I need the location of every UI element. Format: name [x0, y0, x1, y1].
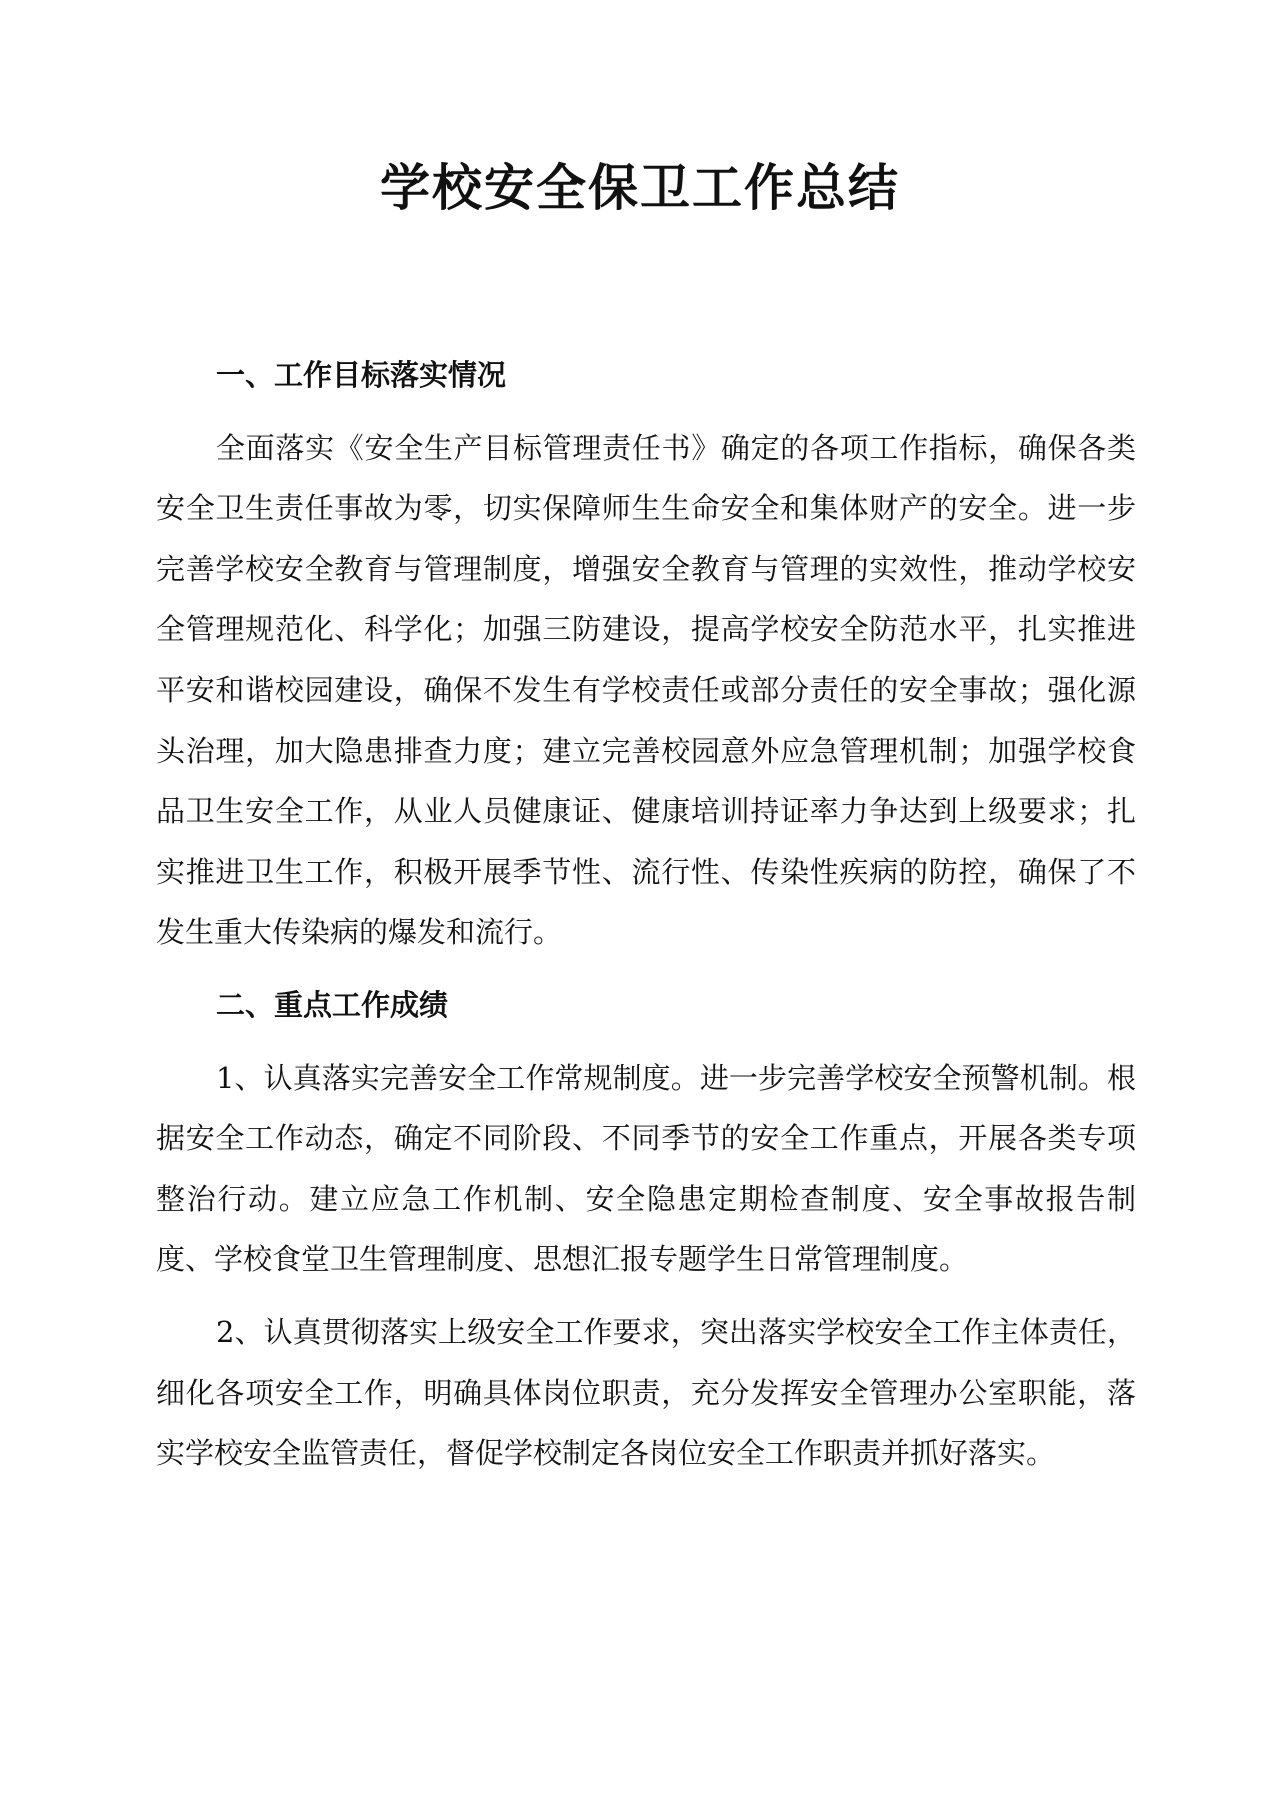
page-title: 学校安全保卫工作总结 [380, 159, 900, 217]
paragraph-achievement-2: 2、认真贯彻落实上级安全工作要求，突出落实学校安全工作主体责任，细化各项安全工作，明确具体岗位职责，充分发挥安全管理办公室职能，落实学校安全监管责任，督促学校制定各岗位安全工作职责并抓好落实。 [156, 1314, 1136, 1471]
paragraph-goals: 全面落实《安全生产目标管理责任书》确定的各项工作指标，确保各类安全卫生责任事故为零，切实保障师生生命安全和集体财产的安全。进一步完善学校安全教育与管理制度，增强安全教育与管理的实效性，推动学校安全管理规范化、科学化；加强三防建设，提高学校安全防范水平，扎实推进平安和谐校园建设，确保不发生有学校责任或部分责任的安全事故；强化源头治理，加大隐患排查力度；建立完善校园意外应急管理机制；加强学校食品卫生安全工作，从业人员健康证、健康培训持证率力争达到上级要求；扎实推进卫生工作，积极开展季节性、流行性、传染性疾病的防控，确保了不发生重大传染病的爆发和流行。 [156, 430, 1136, 950]
document-body [156, 345, 1136, 1484]
section-heading-goals: 一、工作目标落实情况 [216, 358, 507, 392]
section-heading-achievements: 二、重点工作成绩 [216, 987, 449, 1022]
paragraph-achievement-1: 1、认真落实完善安全工作常规制度。进一步完善学校安全预警机制。根据安全工作动态，确定不同阶段、不同季节的安全工作重点，开展各类专项整治行动。建立应急工作机制、安全隐患定期检查制度、安全事故报告制度、学校食堂卫生管理制度、思想汇报专题学生日常管理制度。 [156, 1060, 1136, 1277]
